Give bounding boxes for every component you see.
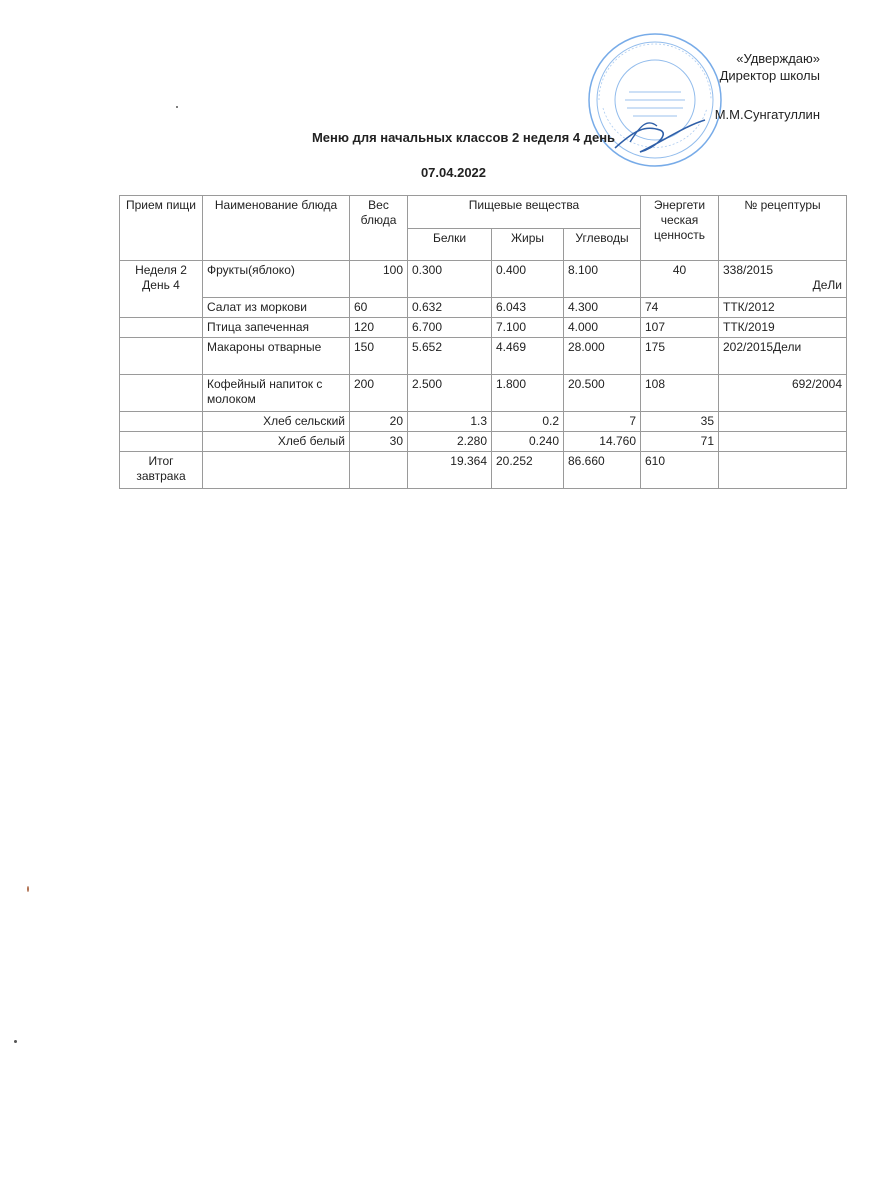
cell-total-recipe [719, 452, 847, 489]
cell-dish: Салат из моркови [203, 298, 350, 318]
cell-fats: 0.2 [492, 412, 564, 432]
cell-total-label: Итог завтрака [120, 452, 203, 489]
cell-proteins: 0.632 [408, 298, 492, 318]
cell-recipe [719, 412, 847, 432]
cell-total-carbs: 86.660 [564, 452, 641, 489]
cell-meal [120, 318, 203, 338]
cell-recipe [719, 261, 847, 298]
scan-speck [27, 886, 29, 892]
cell-energy: 71 [641, 432, 719, 452]
cell-weight: 20 [350, 412, 408, 432]
cell-energy: 40 [641, 261, 719, 298]
scan-speck [176, 106, 178, 108]
cell-carbs: 14.760 [564, 432, 641, 452]
cell-carbs: 8.100 [564, 261, 641, 298]
cell-dish: Хлеб белый [203, 432, 350, 452]
cell-meal [120, 432, 203, 452]
cell-recipe [719, 432, 847, 452]
menu-table [119, 195, 847, 489]
cell-meal [120, 412, 203, 432]
cell-proteins: 6.700 [408, 318, 492, 338]
cell-total-proteins: 19.364 [408, 452, 492, 489]
cell-weight: 60 [350, 298, 408, 318]
cell-meal: Неделя 2 День 4 [120, 261, 203, 318]
cell-recipe-code: 338/2015 [723, 263, 774, 277]
approval-block [715, 50, 820, 123]
cell-proteins: 2.500 [408, 375, 492, 412]
cell-energy: 107 [641, 318, 719, 338]
table-row [120, 298, 847, 318]
header-proteins: Белки [408, 228, 492, 261]
cell-fats: 1.800 [492, 375, 564, 412]
cell-proteins: 1.3 [408, 412, 492, 432]
table-row [120, 261, 847, 298]
school-stamp [585, 30, 725, 170]
cell-recipe-source: ДеЛи [812, 278, 842, 292]
cell-dish: Хлеб сельский [203, 412, 350, 432]
cell-meal [120, 338, 203, 375]
cell-proteins: 0.300 [408, 261, 492, 298]
table-row [120, 412, 847, 432]
cell-energy: 108 [641, 375, 719, 412]
header-dish: Наименование блюда [203, 196, 350, 261]
cell-total-fats: 20.252 [492, 452, 564, 489]
cell-energy: 35 [641, 412, 719, 432]
cell-fats: 4.469 [492, 338, 564, 375]
cell-energy: 74 [641, 298, 719, 318]
director-name: М.М.Сунгатуллин [714, 107, 820, 122]
cell-dish: Кофейный напиток с молоком [203, 375, 350, 412]
cell-dish: Макароны отварные [203, 338, 350, 375]
page-title: Меню для начальных классов 2 неделя 4 день [311, 130, 616, 145]
cell-weight: 200 [350, 375, 408, 412]
scan-speck [14, 1040, 17, 1043]
header-fats: Жиры [492, 228, 564, 261]
table-total-row [120, 452, 847, 489]
cell-carbs: 4.000 [564, 318, 641, 338]
cell-carbs: 20.500 [564, 375, 641, 412]
cell-total-dish [203, 452, 350, 489]
table-row [120, 432, 847, 452]
cell-proteins: 2.280 [408, 432, 492, 452]
cell-recipe: ТТК/2012 [719, 298, 847, 318]
cell-fats: 0.240 [492, 432, 564, 452]
table-header-row [120, 196, 847, 229]
cell-recipe: ТТК/2019 [719, 318, 847, 338]
header-recipe: № рецептуры [719, 196, 847, 261]
cell-recipe: 692/2004 [719, 375, 847, 412]
header-carbs: Углеводы [564, 228, 641, 261]
cell-total-energy: 610 [641, 452, 719, 489]
table-row [120, 375, 847, 412]
cell-energy: 175 [641, 338, 719, 375]
header-nutrients: Пищевые вещества [408, 196, 641, 229]
cell-dish: Птица запеченная [203, 318, 350, 338]
cell-weight: 120 [350, 318, 408, 338]
cell-proteins: 5.652 [408, 338, 492, 375]
cell-total-weight [350, 452, 408, 489]
menu-date: 07.04.2022 [420, 165, 487, 180]
cell-carbs: 7 [564, 412, 641, 432]
cell-carbs: 28.000 [564, 338, 641, 375]
cell-carbs: 4.300 [564, 298, 641, 318]
cell-recipe: 202/2015Дели [719, 338, 847, 375]
cell-dish: Фрукты(яблоко) [203, 261, 350, 298]
cell-meal [120, 375, 203, 412]
cell-weight: 100 [350, 261, 408, 298]
table-row [120, 318, 847, 338]
approval-line-1: «Удверждаю» [736, 51, 820, 66]
cell-weight: 30 [350, 432, 408, 452]
header-energy: Энергети ческая ценность [641, 196, 719, 261]
cell-fats: 7.100 [492, 318, 564, 338]
cell-weight: 150 [350, 338, 408, 375]
header-weight: Вес блюда [350, 196, 408, 261]
table-row [120, 338, 847, 375]
cell-fats: 6.043 [492, 298, 564, 318]
header-meal: Прием пищи [120, 196, 203, 261]
cell-fats: 0.400 [492, 261, 564, 298]
approval-line-2: Директор школы [719, 68, 820, 83]
